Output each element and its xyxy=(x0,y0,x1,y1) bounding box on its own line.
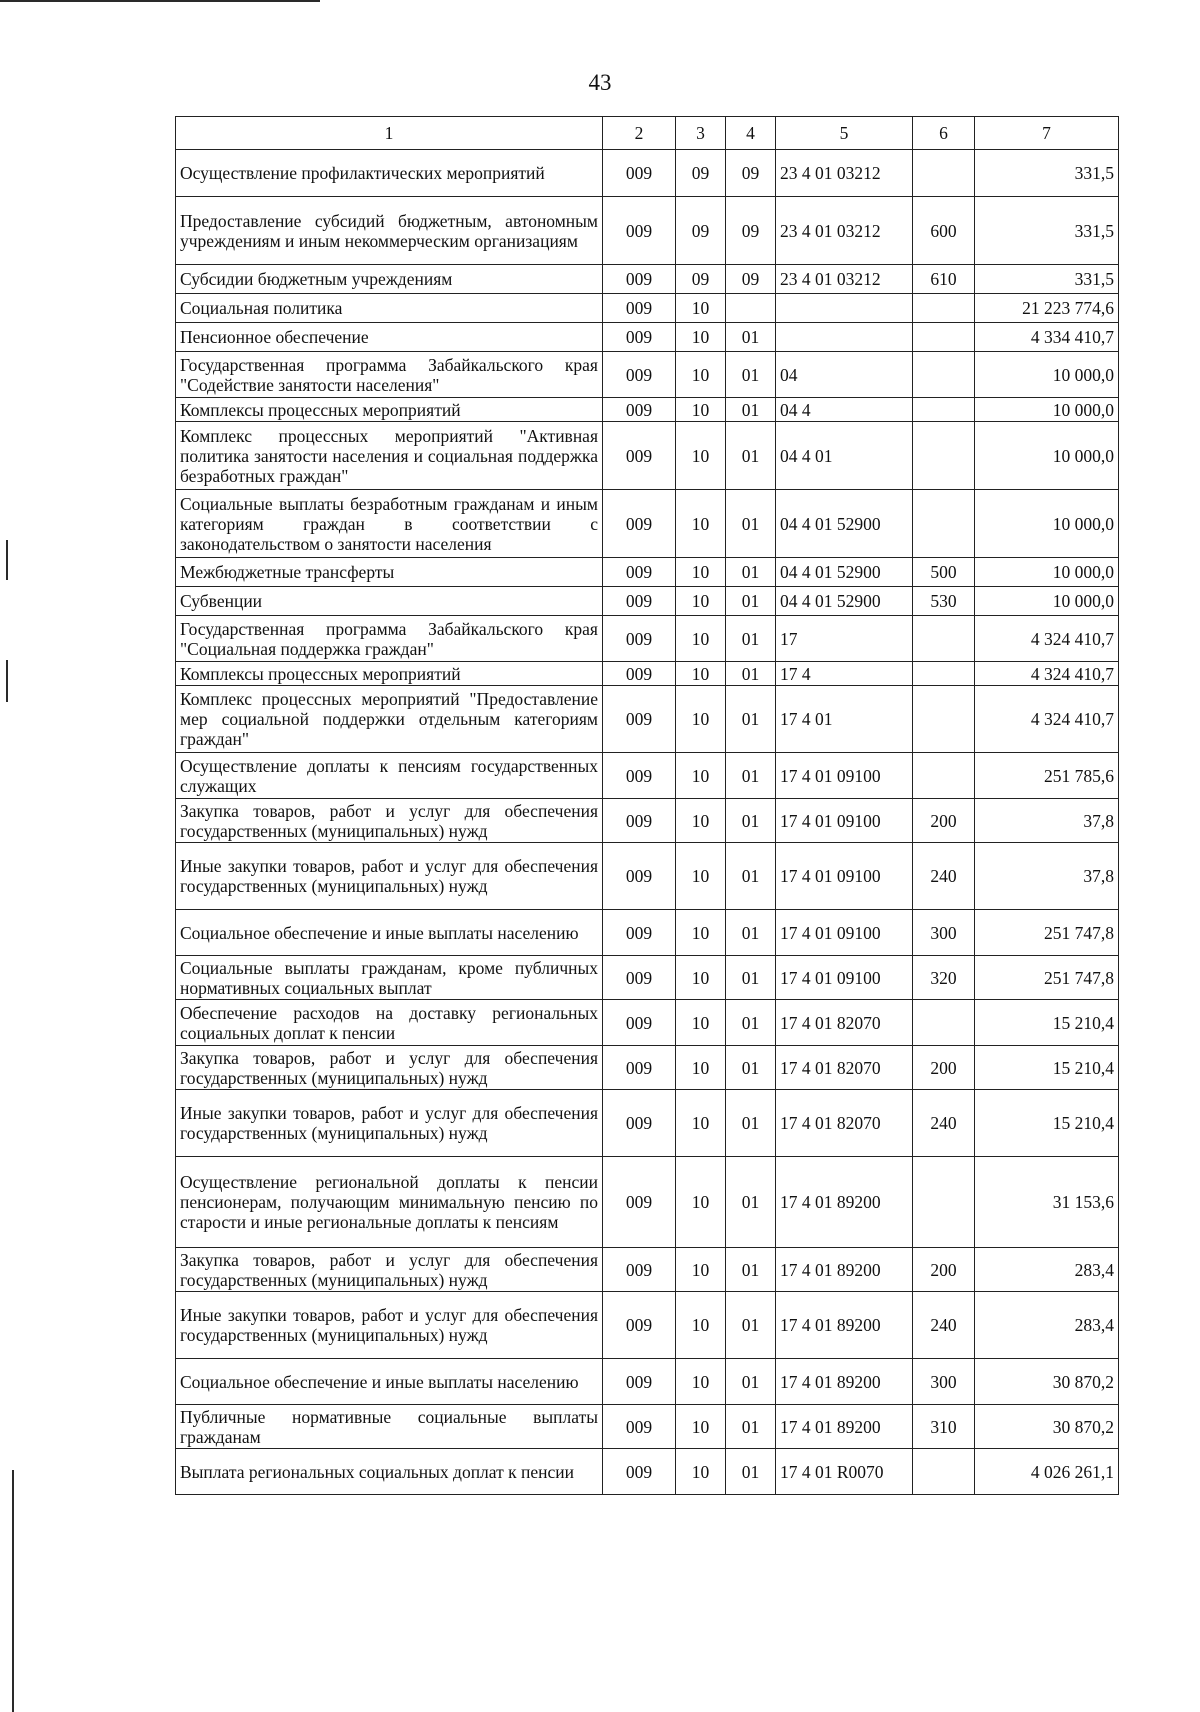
cell-amount: 331,5 xyxy=(975,265,1119,294)
cell-target-article: 17 4 01 89200 xyxy=(776,1248,913,1292)
cell-target-article: 17 4 01 09100 xyxy=(776,799,913,843)
table-body xyxy=(176,150,1119,1495)
scan-mark-left-1 xyxy=(6,540,8,580)
cell-section: 10 xyxy=(676,753,726,799)
cell-section: 10 xyxy=(676,352,726,398)
cell-subsection: 01 xyxy=(726,799,776,843)
cell-section: 10 xyxy=(676,1000,726,1046)
cell-target-article: 17 4 01 89200 xyxy=(776,1157,913,1248)
cell-department: 009 xyxy=(603,1405,676,1449)
cell-expense-type xyxy=(913,352,975,398)
table-row xyxy=(176,265,1119,294)
cell-name: Социальные выплаты безработным гражданам и иным категориям граждан в соответствии с законодательством о занятости населения xyxy=(176,490,603,558)
cell-name: Комплексы процессных мероприятий xyxy=(176,398,603,422)
cell-target-article: 17 4 01 09100 xyxy=(776,843,913,910)
cell-subsection: 01 xyxy=(726,1292,776,1359)
cell-department: 009 xyxy=(603,352,676,398)
cell-target-article: 17 4 01 09100 xyxy=(776,956,913,1000)
col-header-4: 4 xyxy=(726,117,776,150)
cell-department: 009 xyxy=(603,323,676,352)
cell-name: Государственная программа Забайкальского края "Содействие занятости населения" xyxy=(176,352,603,398)
cell-department: 009 xyxy=(603,398,676,422)
cell-name: Выплата региональных социальных доплат к пенсии xyxy=(176,1449,603,1495)
table-row xyxy=(176,843,1119,910)
cell-amount: 10 000,0 xyxy=(975,398,1119,422)
table-row xyxy=(176,1000,1119,1046)
cell-name: Комплекс процессных мероприятий "Предоставление мер социальной поддержки отдельным категориям граждан" xyxy=(176,686,603,753)
cell-name: Осуществление профилактических мероприятий xyxy=(176,150,603,197)
cell-expense-type xyxy=(913,662,975,686)
cell-section: 10 xyxy=(676,1248,726,1292)
cell-amount: 10 000,0 xyxy=(975,490,1119,558)
cell-name: Закупка товаров, работ и услуг для обеспечения государственных (муниципальных) нужд xyxy=(176,1248,603,1292)
cell-target-article: 17 4 xyxy=(776,662,913,686)
cell-expense-type: 200 xyxy=(913,1248,975,1292)
cell-amount: 37,8 xyxy=(975,843,1119,910)
cell-name: Осуществление доплаты к пенсиям государственных служащих xyxy=(176,753,603,799)
cell-target-article: 04 4 01 xyxy=(776,422,913,490)
cell-subsection: 01 xyxy=(726,422,776,490)
cell-department: 009 xyxy=(603,490,676,558)
cell-section: 10 xyxy=(676,1359,726,1405)
cell-target-article: 17 4 01 82070 xyxy=(776,1046,913,1090)
cell-section: 10 xyxy=(676,558,726,587)
table-row xyxy=(176,422,1119,490)
cell-target-article: 23 4 01 03212 xyxy=(776,265,913,294)
cell-expense-type: 610 xyxy=(913,265,975,294)
scan-edge-top xyxy=(0,0,320,2)
cell-department: 009 xyxy=(603,265,676,294)
cell-expense-type: 300 xyxy=(913,1359,975,1405)
cell-section: 10 xyxy=(676,956,726,1000)
table-row xyxy=(176,753,1119,799)
cell-target-article: 17 4 01 89200 xyxy=(776,1292,913,1359)
cell-section: 09 xyxy=(676,197,726,265)
cell-target-article: 23 4 01 03212 xyxy=(776,150,913,197)
cell-expense-type xyxy=(913,323,975,352)
cell-section: 10 xyxy=(676,1405,726,1449)
cell-target-article: 17 4 01 R0070 xyxy=(776,1449,913,1495)
cell-amount: 30 870,2 xyxy=(975,1359,1119,1405)
cell-expense-type: 320 xyxy=(913,956,975,1000)
cell-name: Социальные выплаты гражданам, кроме публичных нормативных социальных выплат xyxy=(176,956,603,1000)
budget-table xyxy=(175,116,1119,1495)
cell-amount: 10 000,0 xyxy=(975,352,1119,398)
cell-subsection: 01 xyxy=(726,323,776,352)
scan-edge-left xyxy=(12,1470,14,1712)
cell-subsection: 01 xyxy=(726,662,776,686)
cell-subsection: 09 xyxy=(726,150,776,197)
col-header-5: 5 xyxy=(776,117,913,150)
cell-subsection: 01 xyxy=(726,1090,776,1157)
cell-department: 009 xyxy=(603,1157,676,1248)
cell-target-article: 17 xyxy=(776,616,913,662)
cell-expense-type: 200 xyxy=(913,1046,975,1090)
cell-name: Публичные нормативные социальные выплаты гражданам xyxy=(176,1405,603,1449)
cell-section: 09 xyxy=(676,150,726,197)
cell-department: 009 xyxy=(603,910,676,956)
cell-target-article: 17 4 01 09100 xyxy=(776,910,913,956)
cell-amount: 10 000,0 xyxy=(975,558,1119,587)
cell-section: 10 xyxy=(676,616,726,662)
cell-target-article: 04 4 01 52900 xyxy=(776,558,913,587)
cell-expense-type: 240 xyxy=(913,843,975,910)
col-header-6: 6 xyxy=(913,117,975,150)
table-row xyxy=(176,150,1119,197)
cell-amount: 15 210,4 xyxy=(975,1046,1119,1090)
cell-department: 009 xyxy=(603,1000,676,1046)
table-row xyxy=(176,1405,1119,1449)
cell-department: 009 xyxy=(603,662,676,686)
cell-section: 10 xyxy=(676,1090,726,1157)
table-row xyxy=(176,197,1119,265)
cell-department: 009 xyxy=(603,799,676,843)
cell-section: 10 xyxy=(676,910,726,956)
cell-subsection: 01 xyxy=(726,1000,776,1046)
cell-name: Комплекс процессных мероприятий "Активная политика занятости населения и социальная поддержка безработных граждан" xyxy=(176,422,603,490)
cell-subsection: 01 xyxy=(726,753,776,799)
cell-section: 10 xyxy=(676,1449,726,1495)
cell-department: 009 xyxy=(603,686,676,753)
table-row xyxy=(176,323,1119,352)
cell-department: 009 xyxy=(603,1449,676,1495)
cell-name: Закупка товаров, работ и услуг для обеспечения государственных (муниципальных) нужд xyxy=(176,799,603,843)
cell-amount: 30 870,2 xyxy=(975,1405,1119,1449)
cell-department: 009 xyxy=(603,1046,676,1090)
cell-expense-type: 310 xyxy=(913,1405,975,1449)
cell-expense-type xyxy=(913,616,975,662)
cell-name: Предоставление субсидий бюджетным, автономным учреждениям и иным некоммерческим организациям xyxy=(176,197,603,265)
cell-target-article: 17 4 01 xyxy=(776,686,913,753)
table-row xyxy=(176,910,1119,956)
cell-amount: 4 324 410,7 xyxy=(975,686,1119,753)
cell-target-article: 17 4 01 09100 xyxy=(776,753,913,799)
cell-expense-type: 240 xyxy=(913,1090,975,1157)
cell-section: 09 xyxy=(676,265,726,294)
cell-department: 009 xyxy=(603,1248,676,1292)
cell-subsection: 01 xyxy=(726,1157,776,1248)
cell-expense-type xyxy=(913,422,975,490)
cell-amount: 4 026 261,1 xyxy=(975,1449,1119,1495)
table-row xyxy=(176,587,1119,616)
table-row xyxy=(176,490,1119,558)
table-row xyxy=(176,686,1119,753)
cell-department: 009 xyxy=(603,1359,676,1405)
cell-name: Государственная программа Забайкальского края "Социальная поддержка граждан" xyxy=(176,616,603,662)
cell-subsection: 01 xyxy=(726,616,776,662)
table-row xyxy=(176,616,1119,662)
table-row xyxy=(176,1046,1119,1090)
cell-expense-type xyxy=(913,1000,975,1046)
table-row xyxy=(176,662,1119,686)
cell-department: 009 xyxy=(603,1292,676,1359)
cell-target-article xyxy=(776,294,913,323)
cell-section: 10 xyxy=(676,843,726,910)
cell-department: 009 xyxy=(603,1090,676,1157)
cell-subsection: 01 xyxy=(726,1449,776,1495)
cell-subsection: 01 xyxy=(726,956,776,1000)
cell-amount: 283,4 xyxy=(975,1248,1119,1292)
cell-target-article: 17 4 01 89200 xyxy=(776,1359,913,1405)
cell-section: 10 xyxy=(676,422,726,490)
cell-department: 009 xyxy=(603,294,676,323)
cell-section: 10 xyxy=(676,799,726,843)
table-row xyxy=(176,294,1119,323)
cell-section: 10 xyxy=(676,686,726,753)
cell-amount: 10 000,0 xyxy=(975,587,1119,616)
cell-subsection xyxy=(726,294,776,323)
cell-name: Закупка товаров, работ и услуг для обеспечения государственных (муниципальных) нужд xyxy=(176,1046,603,1090)
table-row xyxy=(176,1090,1119,1157)
cell-expense-type: 530 xyxy=(913,587,975,616)
col-header-7: 7 xyxy=(975,117,1119,150)
cell-section: 10 xyxy=(676,398,726,422)
cell-name: Социальное обеспечение и иные выплаты населению xyxy=(176,1359,603,1405)
cell-amount: 4 334 410,7 xyxy=(975,323,1119,352)
header-row xyxy=(176,117,1119,150)
cell-subsection: 01 xyxy=(726,686,776,753)
col-header-1: 1 xyxy=(176,117,603,150)
cell-target-article: 04 4 01 52900 xyxy=(776,490,913,558)
cell-name: Иные закупки товаров, работ и услуг для обеспечения государственных (муниципальных) нужд xyxy=(176,843,603,910)
cell-section: 10 xyxy=(676,1157,726,1248)
cell-expense-type xyxy=(913,398,975,422)
cell-amount: 37,8 xyxy=(975,799,1119,843)
cell-amount: 251 747,8 xyxy=(975,910,1119,956)
cell-department: 009 xyxy=(603,197,676,265)
cell-section: 10 xyxy=(676,662,726,686)
cell-amount: 283,4 xyxy=(975,1292,1119,1359)
cell-subsection: 01 xyxy=(726,398,776,422)
cell-expense-type xyxy=(913,490,975,558)
cell-expense-type xyxy=(913,294,975,323)
cell-amount: 15 210,4 xyxy=(975,1000,1119,1046)
cell-name: Обеспечение расходов на доставку региональных социальных доплат к пенсии xyxy=(176,1000,603,1046)
cell-amount: 15 210,4 xyxy=(975,1090,1119,1157)
cell-target-article: 23 4 01 03212 xyxy=(776,197,913,265)
cell-name: Иные закупки товаров, работ и услуг для обеспечения государственных (муниципальных) нужд xyxy=(176,1292,603,1359)
cell-department: 009 xyxy=(603,616,676,662)
cell-target-article: 04 xyxy=(776,352,913,398)
cell-target-article: 04 4 xyxy=(776,398,913,422)
cell-department: 009 xyxy=(603,843,676,910)
cell-target-article xyxy=(776,323,913,352)
cell-expense-type xyxy=(913,753,975,799)
cell-expense-type: 500 xyxy=(913,558,975,587)
cell-department: 009 xyxy=(603,422,676,490)
cell-amount: 21 223 774,6 xyxy=(975,294,1119,323)
col-header-2: 2 xyxy=(603,117,676,150)
cell-section: 10 xyxy=(676,294,726,323)
cell-name: Социальное обеспечение и иные выплаты населению xyxy=(176,910,603,956)
table-row xyxy=(176,398,1119,422)
cell-name: Субвенции xyxy=(176,587,603,616)
scan-mark-left-2 xyxy=(6,660,8,702)
cell-subsection: 01 xyxy=(726,558,776,587)
cell-subsection: 01 xyxy=(726,910,776,956)
cell-section: 10 xyxy=(676,1292,726,1359)
cell-name: Социальная политика xyxy=(176,294,603,323)
cell-amount: 331,5 xyxy=(975,150,1119,197)
cell-expense-type: 600 xyxy=(913,197,975,265)
cell-target-article: 17 4 01 82070 xyxy=(776,1000,913,1046)
table-row xyxy=(176,352,1119,398)
cell-expense-type: 200 xyxy=(913,799,975,843)
cell-subsection: 01 xyxy=(726,587,776,616)
cell-target-article: 17 4 01 89200 xyxy=(776,1405,913,1449)
cell-department: 009 xyxy=(603,150,676,197)
table-row xyxy=(176,1292,1119,1359)
cell-name: Пенсионное обеспечение xyxy=(176,323,603,352)
cell-section: 10 xyxy=(676,1046,726,1090)
cell-name: Межбюджетные трансферты xyxy=(176,558,603,587)
cell-name: Иные закупки товаров, работ и услуг для обеспечения государственных (муниципальных) нужд xyxy=(176,1090,603,1157)
cell-section: 10 xyxy=(676,587,726,616)
cell-amount: 10 000,0 xyxy=(975,422,1119,490)
cell-subsection: 01 xyxy=(726,1248,776,1292)
cell-department: 009 xyxy=(603,956,676,1000)
cell-subsection: 01 xyxy=(726,843,776,910)
table-row xyxy=(176,1248,1119,1292)
cell-amount: 31 153,6 xyxy=(975,1157,1119,1248)
cell-name: Субсидии бюджетным учреждениям xyxy=(176,265,603,294)
cell-expense-type: 240 xyxy=(913,1292,975,1359)
cell-department: 009 xyxy=(603,587,676,616)
table-row xyxy=(176,1157,1119,1248)
cell-amount: 4 324 410,7 xyxy=(975,616,1119,662)
cell-expense-type xyxy=(913,150,975,197)
cell-amount: 331,5 xyxy=(975,197,1119,265)
cell-section: 10 xyxy=(676,323,726,352)
cell-subsection: 01 xyxy=(726,490,776,558)
table-row xyxy=(176,558,1119,587)
cell-expense-type xyxy=(913,1157,975,1248)
table-row xyxy=(176,1359,1119,1405)
cell-amount: 251 785,6 xyxy=(975,753,1119,799)
table-row xyxy=(176,956,1119,1000)
cell-subsection: 01 xyxy=(726,352,776,398)
cell-subsection: 01 xyxy=(726,1405,776,1449)
cell-expense-type xyxy=(913,1449,975,1495)
cell-target-article: 04 4 01 52900 xyxy=(776,587,913,616)
cell-amount: 4 324 410,7 xyxy=(975,662,1119,686)
cell-expense-type xyxy=(913,686,975,753)
page-number: 43 xyxy=(588,70,612,95)
cell-expense-type: 300 xyxy=(913,910,975,956)
cell-subsection: 09 xyxy=(726,265,776,294)
cell-name: Комплексы процессных мероприятий xyxy=(176,662,603,686)
table-row xyxy=(176,799,1119,843)
cell-subsection: 01 xyxy=(726,1046,776,1090)
cell-target-article: 17 4 01 82070 xyxy=(776,1090,913,1157)
cell-department: 009 xyxy=(603,753,676,799)
cell-section: 10 xyxy=(676,490,726,558)
cell-department: 009 xyxy=(603,558,676,587)
cell-subsection: 09 xyxy=(726,197,776,265)
table-row xyxy=(176,1449,1119,1495)
cell-name: Осуществление региональной доплаты к пенсии пенсионерам, получающим минимальную пенсию по старости и иные региональные доплаты к пенсиям xyxy=(176,1157,603,1248)
cell-subsection: 01 xyxy=(726,1359,776,1405)
col-header-3: 3 xyxy=(676,117,726,150)
cell-amount: 251 747,8 xyxy=(975,956,1119,1000)
